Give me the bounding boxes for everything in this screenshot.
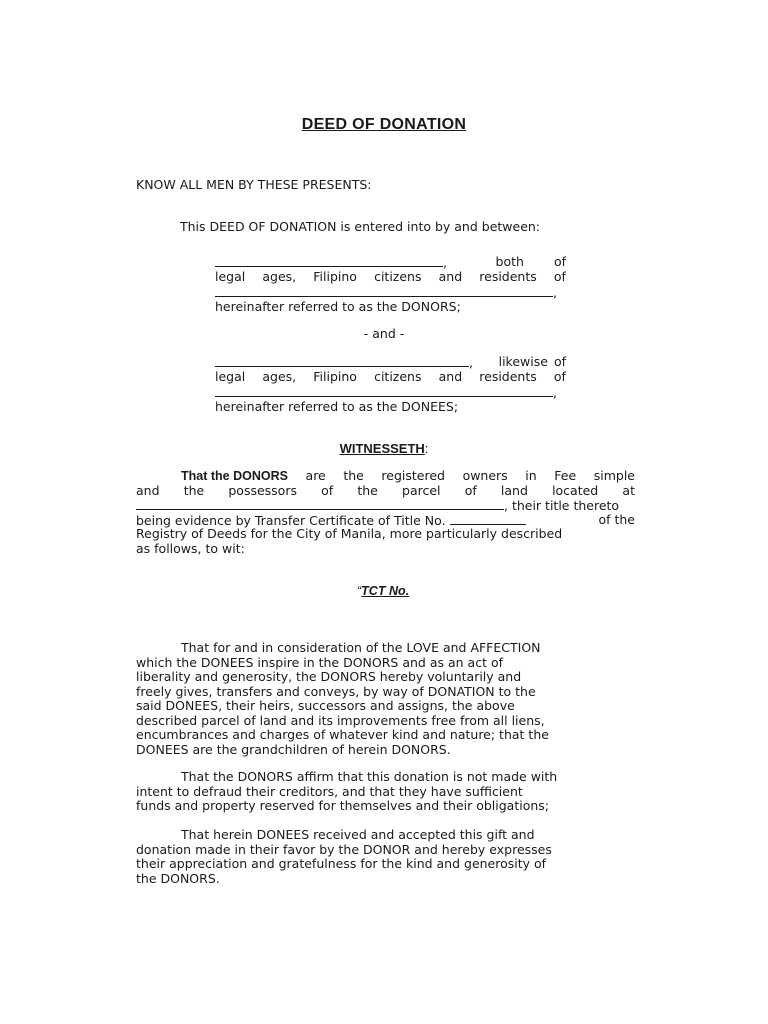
document-title: DEED OF DONATION (301, 116, 467, 133)
opening-line: KNOW ALL MEN BY THESE PRESENTS: (136, 177, 372, 192)
donors-designation: hereinafter referred to as the DONORS; (215, 299, 461, 314)
donor-residence-blank[interactable] (215, 285, 553, 297)
donor-name-blank[interactable] (215, 255, 443, 267)
donees-line-2: legal ages, Filipino citizens and residents of (215, 369, 566, 384)
and-separator: - and - (363, 326, 405, 341)
intro-line: This DEED OF DONATION is entered into by and between: (180, 219, 541, 234)
acceptance-paragraph: That herein DONEES received and accepted this gift and donation made in their favor by the DONOR and hereby expresses their appreciation and gratefulness for the kind and generosity of the DONORS. (136, 827, 552, 886)
donation-paragraph: That for and in consideration of the LOVE and AFFECTION which the DONEES inspire in the DONORS and as an act of liberality and generosity, the DONORS hereby voluntarily and freely gives, transfers and conveys, by way of DONATION to the said DONEES, their heirs, successors and assigns, the above described parcel of land and its improvements free from all liens, encumbrances and charges of whatever kind and nature; that the DONEES are the grandchildren of herein DONORS. (136, 640, 549, 757)
tct-label: “TCT No. (357, 584, 410, 598)
witnesseth-heading: WITNESSETH: (339, 441, 429, 456)
donees-designation: hereinafter referred to as the DONEES; (215, 399, 459, 414)
donees-block: , likewise of legal ages, Filipino citizens and residents of , hereinafter referred to as the DONEES; (215, 354, 566, 414)
affirmation-paragraph: That the DONORS affirm that this donation is not made with intent to defraud their creditors, and that they have sufficient funds and property reserved for themselves and their obligations; (136, 769, 558, 813)
property-paragraph: That the DONORS are the registered owners in Fee simple and the possessors of the parcel of land located at , their title thereto being evidence by Transfer Certificate of Title No. of the Registry of Deeds for the City of Manila, more particularly described as follows, to wit: (136, 468, 635, 556)
tct-number-blank[interactable] (450, 513, 526, 525)
donee-name-blank[interactable] (215, 355, 469, 367)
donee-residence-blank[interactable] (215, 385, 553, 397)
donors-block: , both of legal ages, Filipino citizens and residents of , hereinafter referred to as the DONORS; (215, 254, 566, 314)
donors-line-2: legal ages, Filipino citizens and residents of (215, 269, 566, 284)
property-location-blank[interactable] (136, 498, 504, 510)
